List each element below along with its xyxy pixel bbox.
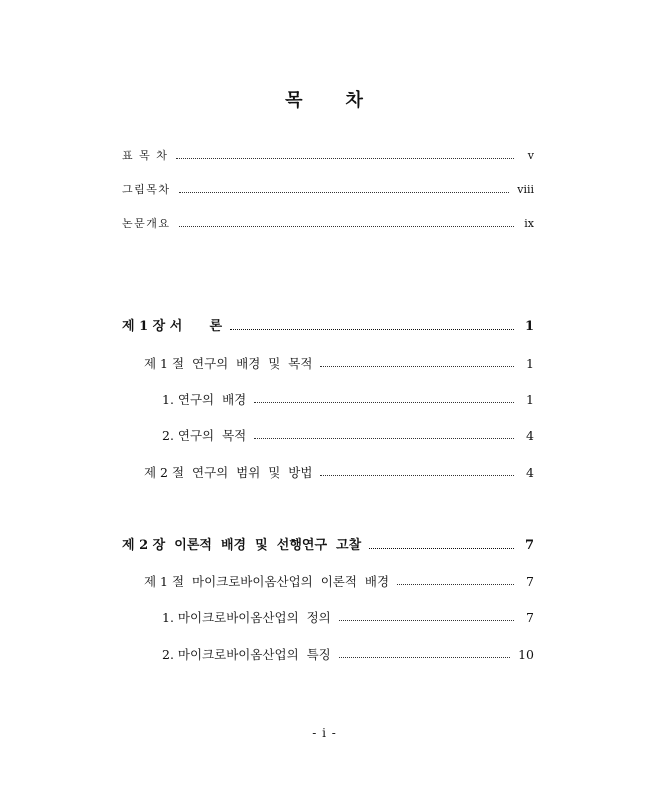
title-part-2: 차 [345, 90, 364, 111]
toc-entry-subsection-1-1-1[interactable] [162, 390, 534, 410]
title-part-1: 목 [285, 90, 304, 111]
dot-leader [179, 226, 514, 227]
toc-label: 1. 마이크로바이옴산업의 정의 [162, 610, 331, 625]
toc-label: 제 2 장 이론적 배경 및 선행연구 고찰 [122, 538, 362, 553]
toc-page-number: 4 [526, 465, 534, 480]
toc-page-number: 1 [526, 392, 534, 407]
toc-entry-subsection-2-1-2[interactable] [162, 645, 534, 665]
toc-entry-section-2-1[interactable] [144, 572, 534, 592]
dot-leader [176, 158, 514, 159]
toc-label: 표 목 차 [122, 149, 169, 162]
toc-page-number: 1 [524, 319, 534, 334]
toc-label: 그림목차 [122, 183, 171, 196]
toc-label: 제 1 절 연구의 배경 및 목적 [144, 356, 313, 371]
toc-page-number: 10 [518, 647, 534, 662]
toc-label: 2. 마이크로바이옴산업의 특징 [162, 647, 331, 662]
toc-entry-section-1-1[interactable] [144, 354, 534, 374]
toc-page-number: 1 [526, 356, 534, 371]
toc-page-number: ⅸ [524, 217, 534, 230]
toc-entry-abstract[interactable] [122, 214, 534, 234]
toc-entry-table-list[interactable] [122, 146, 534, 166]
toc-entry-subsection-2-1-1[interactable] [162, 608, 534, 628]
page-title [0, 86, 649, 112]
dot-leader [369, 548, 514, 549]
dot-leader [397, 584, 514, 585]
toc-label: 논문개요 [122, 217, 171, 230]
toc-entry-chapter-1[interactable] [122, 317, 534, 337]
toc-page-number: 7 [526, 610, 534, 625]
toc-entry-chapter-2[interactable] [122, 536, 534, 556]
toc-label: 1. 연구의 배경 [162, 392, 247, 407]
toc-label: 제 1 절 마이크로바이옴산업의 이론적 배경 [144, 574, 390, 589]
toc-label: 제 1 장 서 론 [122, 319, 223, 334]
toc-entry-subsection-1-1-2[interactable] [162, 426, 534, 446]
toc-page-number: 7 [526, 574, 534, 589]
page-number-footer: - i - [312, 726, 337, 740]
toc-label: 제 2 절 연구의 범위 및 방법 [144, 465, 313, 480]
toc-page-number: 4 [526, 428, 534, 443]
dot-leader [339, 620, 514, 621]
dot-leader [320, 366, 514, 367]
toc-page-number: 7 [524, 538, 534, 553]
toc-entry-section-1-2[interactable] [144, 463, 534, 483]
dot-leader [339, 657, 510, 658]
dot-leader [254, 402, 514, 403]
dot-leader [230, 329, 514, 330]
toc-label: 2. 연구의 목적 [162, 428, 247, 443]
toc-page-number: ⅷ [517, 183, 534, 196]
dot-leader [254, 438, 514, 439]
dot-leader [179, 192, 510, 193]
dot-leader [320, 475, 514, 476]
toc-entry-figure-list[interactable] [122, 180, 534, 200]
toc-page-number: ⅴ [527, 149, 534, 162]
